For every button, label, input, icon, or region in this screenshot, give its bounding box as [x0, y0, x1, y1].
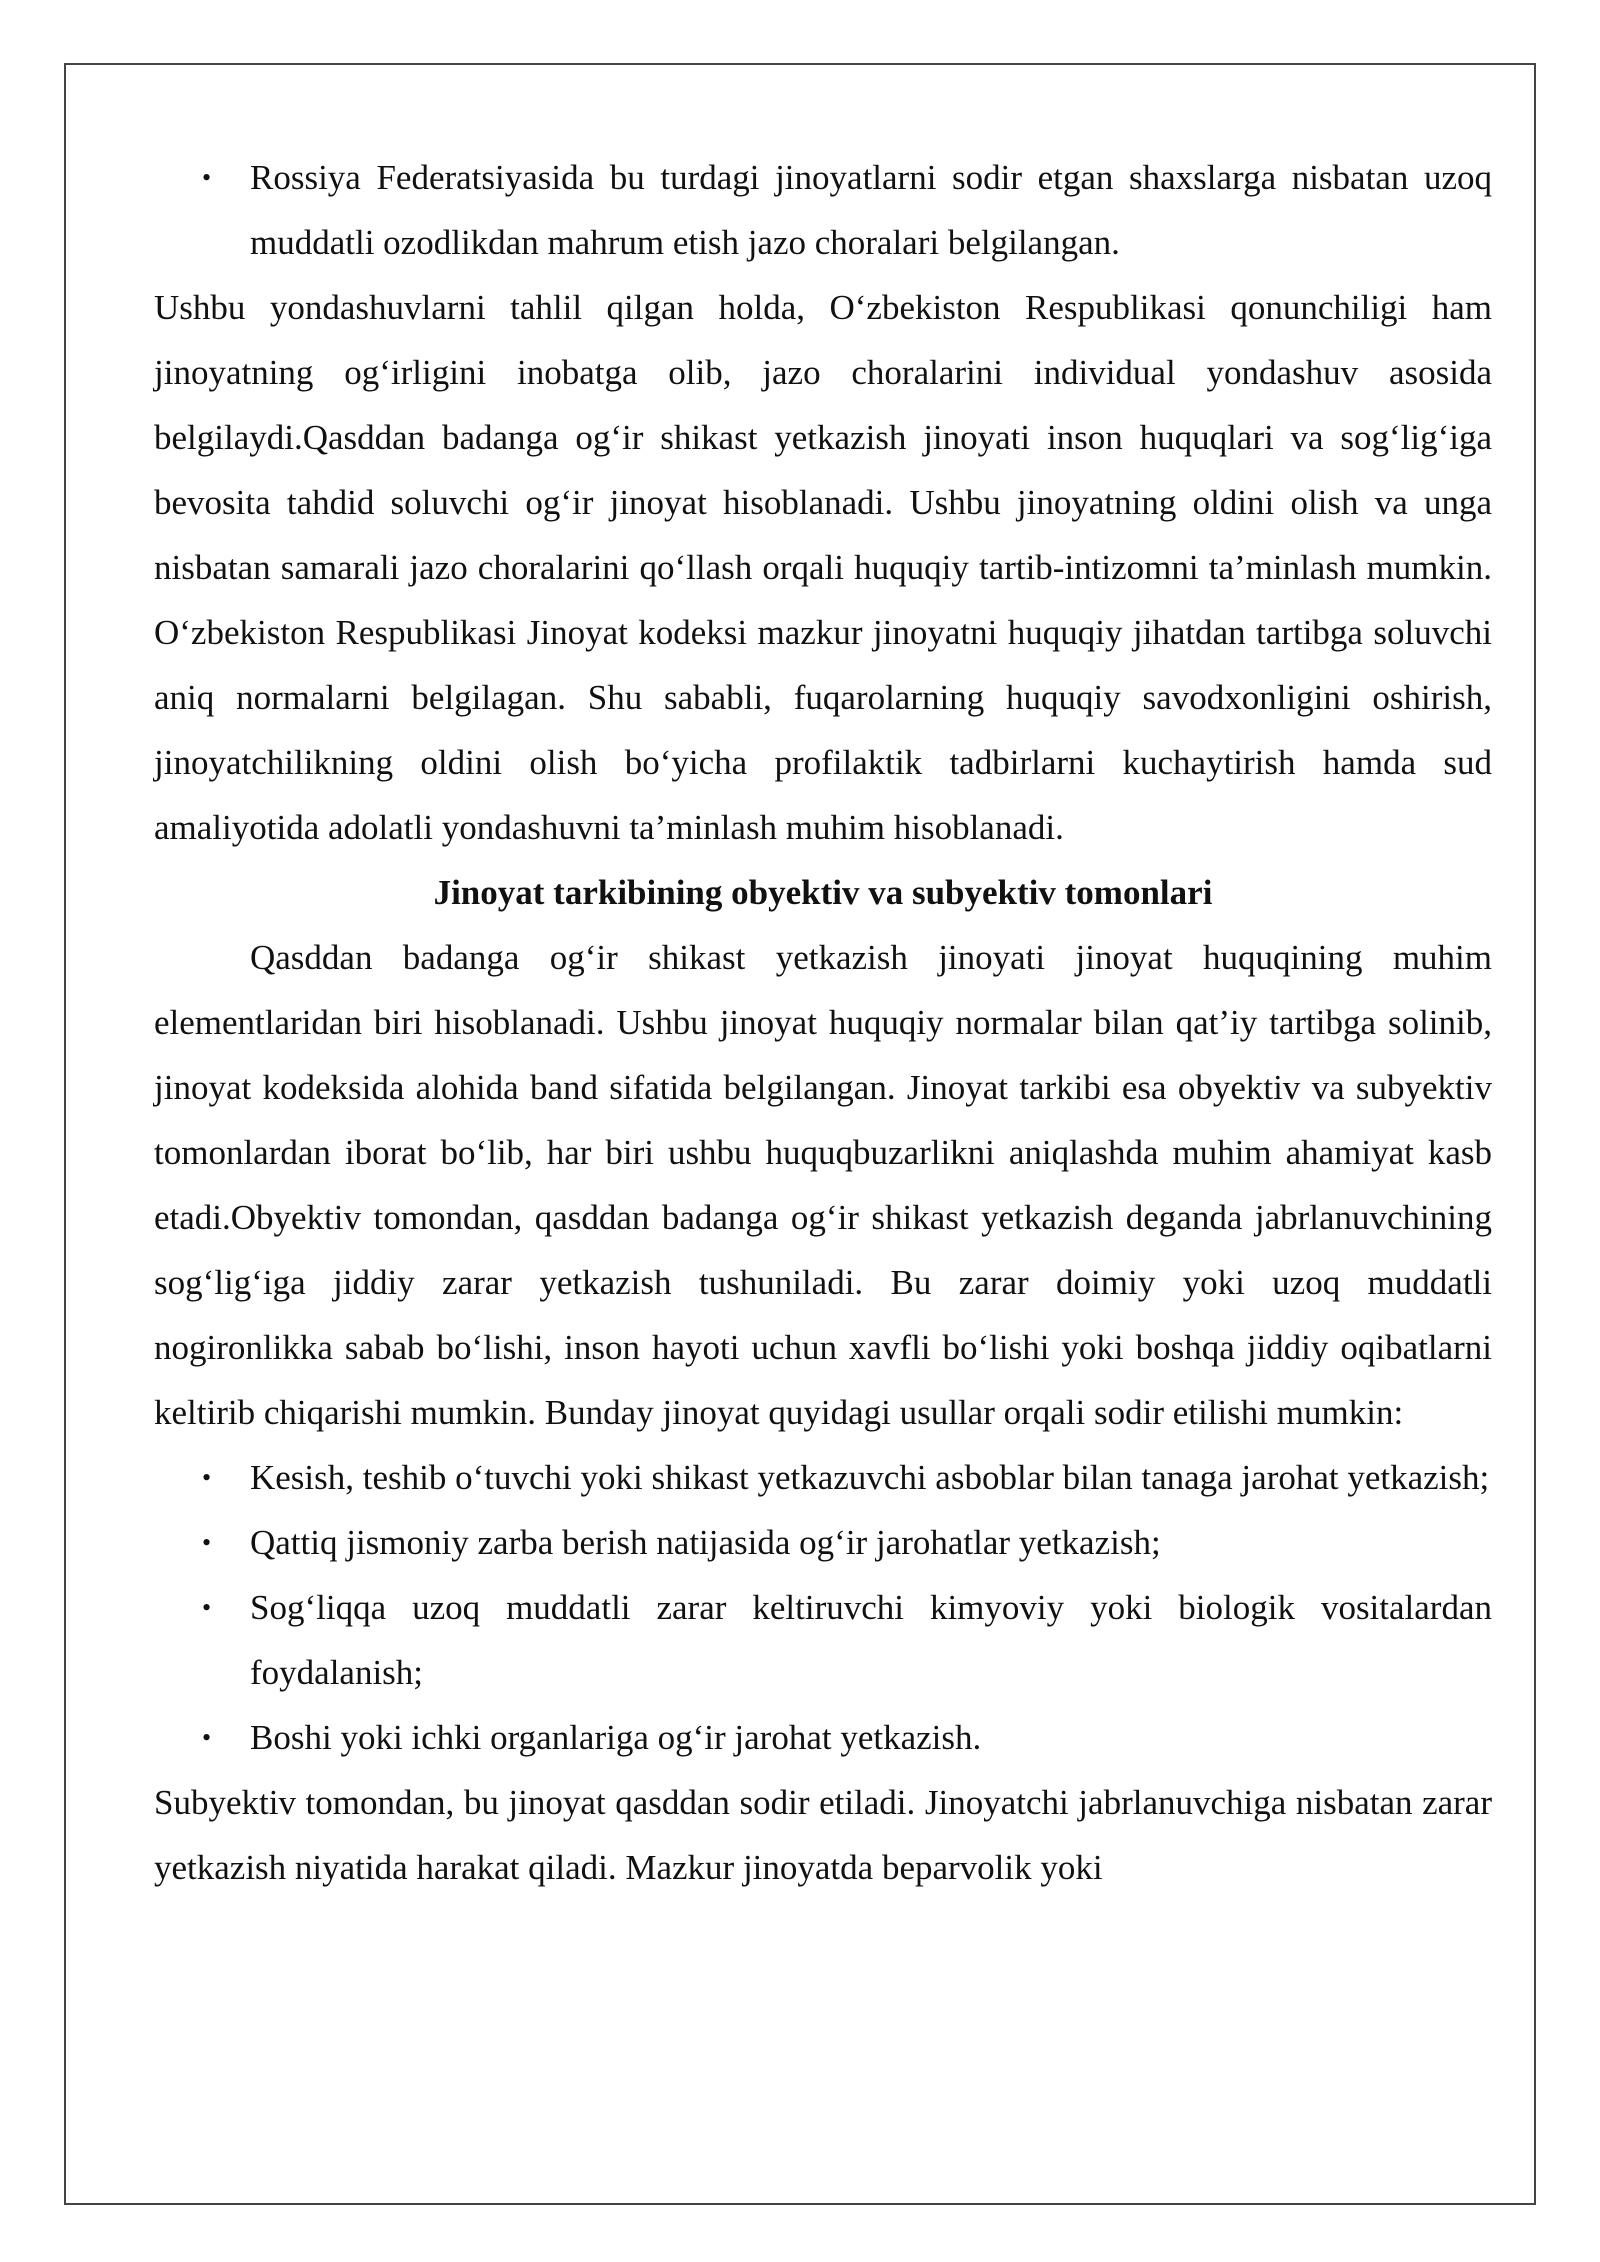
list-item — [202, 1705, 1492, 1770]
section-heading: Jinoyat tarkibining obyektiv va subyektiv tomonlari — [433, 873, 1213, 912]
list-item-text: Kesish, teshib o‘tuvchi yoki shikast yetkazuvchi asboblar bilan tanaga jarohat yetkazish; — [250, 1458, 1490, 1497]
paragraph-subjective-side: Subyektiv tomondan, bu jinoyat qasddan sodir etiladi. Jinoyatchi jabrlanuvchiga nisbatan zarar yetkazish niyatida harakat qiladi. Mazkur jinoyatda beparvolik yoki — [154, 1783, 1492, 1887]
methods-bullet-list — [154, 1445, 1492, 1770]
list-item-text: Qattiq jismoniy zarba berish natijasida og‘ir jarohatlar yetkazish; — [250, 1523, 1161, 1562]
document-body — [154, 145, 1492, 1900]
paragraph-objective-side: Qasddan badanga og‘ir shikast yetkazish jinoyati jinoyat huquqining muhim elementlaridan biri hisoblanadi. Ushbu jinoyat huquqiy normalar bilan qat’iy tartibga solinib, jinoyat kodeksida alohida band sifatida belgilangan. Jinoyat tarkibi esa obyektiv va subyektiv tomonlardan iborat bo‘lib, har biri ushbu huquqbuzarlikni aniqlashda muhim ahamiyat kasb etadi.Obyektiv tomondan, qasddan badanga og‘ir shikast yetkazish deganda jabrlanuvchining sog‘lig‘iga jiddiy zarar yetkazish tushuniladi. Bu zarar doimiy yoki uzoq muddatli nogironlikka sabab bo‘lishi, inson hayoti uchun xavfli bo‘lishi yoki boshqa jiddiy oqibatlarni keltirib chiqarishi mumkin. Bunday jinoyat quyidagi usullar orqali sodir etilishi mumkin: — [154, 938, 1492, 1432]
bullet-icon: • — [202, 1593, 212, 1622]
list-item-text: Boshi yoki ichki organlariga og‘ir jarohat yetkazish. — [250, 1718, 982, 1757]
bullet-icon: • — [202, 1723, 212, 1752]
list-item — [202, 1575, 1492, 1705]
bullet-icon: • — [202, 1528, 212, 1557]
list-item — [202, 145, 1492, 275]
list-item-text: Sog‘liqqa uzoq muddatli zarar keltiruvchi kimyoviy yoki biologik vositalardan foydalanish; — [250, 1588, 1492, 1692]
bullet-icon: • — [202, 1463, 212, 1492]
list-item — [202, 1510, 1492, 1575]
bullet-icon: • — [202, 163, 212, 192]
list-item — [202, 1445, 1492, 1510]
top-bullet-list — [154, 145, 1492, 275]
paragraph-analysis: Ushbu yondashuvlarni tahlil qilgan holda, O‘zbekiston Respublikasi qonunchiligi ham jinoyatning og‘irligini inobatga olib, jazo choralarini individual yondashuv asosida belgilaydi.Qasddan badanga og‘ir shikast yetkazish jinoyati inson huquqlari va sog‘lig‘iga bevosita tahdid soluvchi og‘ir jinoyat hisoblanadi. Ushbu jinoyatning oldini olish va unga nisbatan samarali jazo choralarini qo‘llash orqali huquqiy tartib-intizomni ta’minlash mumkin. O‘zbekiston Respublikasi Jinoyat kodeksi mazkur jinoyatni huquqiy jihatdan tartibga soluvchi aniq normalarni belgilagan. Shu sababli, fuqarolarning huquqiy savodxonligini oshirish, jinoyatchilikning oldini olish bo‘yicha profilaktik tadbirlarni kuchaytirish hamda sud amaliyotida adolatli yondashuvni ta’minlash muhim hisoblanadi. — [154, 288, 1492, 847]
list-item-text: Rossiya Federatsiyasida bu turdagi jinoyatlarni sodir etgan shaxslarga nisbatan uzoq muddatli ozodlikdan mahrum etish jazo choralari belgilangan. — [250, 158, 1492, 262]
